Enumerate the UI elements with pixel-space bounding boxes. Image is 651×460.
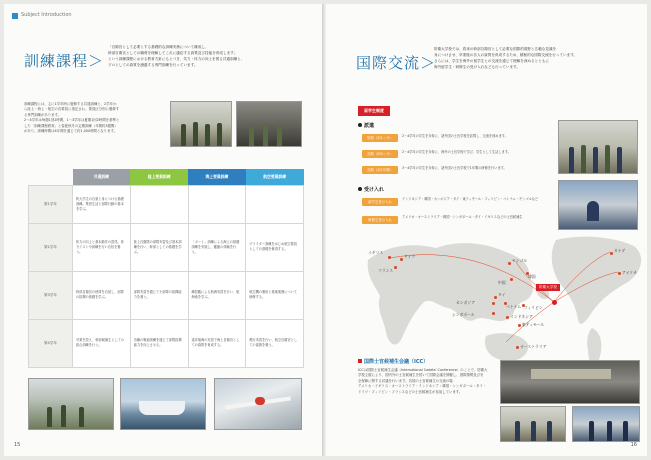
map-label: ドイツ <box>404 254 416 259</box>
map-dot <box>506 316 509 319</box>
world-map <box>366 232 647 374</box>
table-header: 航空要員訓練 <box>246 169 304 185</box>
figure <box>249 126 254 146</box>
table-cell <box>188 185 246 223</box>
table-cell: 卒業を控え、幹部候補生としての総合訓練を行う。 <box>73 319 131 367</box>
ship-shape <box>139 401 185 415</box>
map-label: オーストラリア <box>520 344 547 349</box>
map-label: モンゴル <box>512 258 528 263</box>
figure <box>589 421 594 441</box>
table-cell: 幹部自衛官の使命を自覚し、部隊の指揮の基礎を学ぶ。 <box>73 271 131 319</box>
accept-heading-text: 受け入れ <box>364 187 385 193</box>
icc-line: ドイツ・フィリピン・フランスなどの士官候補生が参加しています。 <box>358 389 463 394</box>
table-row <box>29 185 304 223</box>
figure <box>623 421 628 441</box>
body-line: した「訓練課程教育」と春夏秋冬の定期訓練（年間約3週間） <box>24 123 118 128</box>
map-label: イギリス <box>368 250 384 255</box>
map-label: 東ティモール <box>522 322 545 327</box>
map-dot <box>518 324 521 327</box>
dispatch-heading <box>358 122 374 129</box>
left-page <box>4 4 322 456</box>
icc-group-photo-1 <box>500 406 566 442</box>
figure <box>193 122 198 146</box>
table-cell: 航空機の運用と基地業務について研修する。 <box>246 271 304 319</box>
map-label: アメリカ <box>622 270 637 275</box>
page-title-training: 訓練課程＞ <box>24 52 105 70</box>
table-cell: 各種の戦術訓練を通じて部隊指揮能力を向上させる。 <box>130 319 188 367</box>
figure <box>277 126 282 146</box>
glider-training-photo <box>214 378 302 430</box>
icc-line: 全保障に関する討議を行います。各国の士官候補生の交流の場 <box>358 378 453 383</box>
figure <box>515 421 520 441</box>
accept-desc: アメリカ・オーストラリア・韓国・シンガポール・タイ・イギリスなどの士官候補生 <box>402 215 523 219</box>
map-dot <box>394 266 397 269</box>
classroom-photo <box>558 180 638 230</box>
accept-pill: 留学生受け入れ <box>362 198 398 206</box>
intro-line: 防衛大学校では、将来の幹部自衛官として必要な国際的視野と広範な見識を <box>434 47 557 51</box>
icc-group-photo-2 <box>572 406 640 442</box>
map-label: カナダ <box>614 248 626 253</box>
training-body <box>24 102 162 134</box>
section-tag: Subject Introduction <box>21 12 72 18</box>
figure <box>593 147 598 173</box>
figure <box>547 421 552 441</box>
body-line: 訓練課程には、主に1学年時に履修する共通訓練と、2学年か <box>24 102 117 106</box>
table-row <box>29 319 304 367</box>
academy-dot <box>552 300 557 305</box>
icc-line: ICCは国際士官候補生会議（International Cadets' Conference）のことで、防衛大 <box>358 368 488 372</box>
map-dot <box>388 256 391 259</box>
intro-line: 幹部自衛官としての職責を理解してこれに適応する資質及び技能を育成します」 <box>108 51 238 55</box>
body-line: があり、訓練時間は4年間を通じて約1,000時間となります。 <box>24 129 117 134</box>
figure <box>79 407 84 427</box>
map-dot <box>610 252 613 255</box>
page-title-exchange: 国際交流＞ <box>356 54 437 72</box>
intro-line: 海外留学生・研修生の受け入れなども行っています。 <box>434 65 520 69</box>
icc-conference-photo <box>500 360 640 404</box>
dispatch-pill: 短期（約1ヶ月） <box>362 134 398 142</box>
table-row <box>29 223 304 271</box>
dispatch-desc: 2～4学年の学生を対象に、諸外国の士官学校を訪問し、交流を深めます。 <box>402 134 508 138</box>
figure <box>581 145 586 173</box>
map-label: カンボジア <box>456 300 475 305</box>
map-dot <box>516 346 519 349</box>
map-dot <box>510 278 513 281</box>
training-intro <box>108 44 313 68</box>
accept-heading <box>358 186 384 193</box>
section-tag-marker <box>12 13 18 19</box>
icc-heading <box>358 358 428 365</box>
table-cell <box>130 185 188 223</box>
cadets-photo <box>170 101 232 147</box>
icc-line: アメリカ・イギリス・オーストラリア・インドネシア・韓国・シンガポール・タイ・ <box>358 384 487 389</box>
dispatch-desc: 2～4学年の学生を対象に、海外の士官学校で学び、学生として生活します。 <box>402 150 511 154</box>
table-cell: 練習艦による航海実習を行い、航海術を学ぶ。 <box>188 271 246 319</box>
icc-heading-text: 国際士官候補生会議（ICC） <box>364 359 429 365</box>
stage-banner <box>531 369 611 379</box>
map-label: シンガポール <box>452 312 475 317</box>
table-row-label: 第1学年 <box>29 185 73 223</box>
intro-line: 身につけさせ、卒業後の各人の資質を育成するため、積極的な国際交流を行っています。 <box>434 53 578 57</box>
map-label: タイ <box>498 292 506 297</box>
figure <box>587 201 599 221</box>
figure <box>61 405 66 427</box>
exchange-intro <box>434 46 639 70</box>
table-row-label: 第2学年 <box>29 223 73 271</box>
table-cell: 体力の向上と基本動作の習得。体力テストや訓練を行い自信を養う。 <box>73 223 131 271</box>
body-line: る専門訓練があります。 <box>24 112 62 117</box>
intro-line: という訓練課程における教育方針にもとづき、気力・体力の向上を図る共通訓練と、 <box>108 57 245 61</box>
dispatch-desc: 3～4学年の学生を対象に、諸外国の士官学校で1年間の研修を行います。 <box>402 166 507 170</box>
intro-line: さらには、学生を海外の留学生との交流を通じて理解を深めるとともに <box>434 59 549 63</box>
square-bullet-icon <box>358 359 362 363</box>
figure <box>217 123 222 146</box>
canopy-shape <box>255 397 265 405</box>
ship-training-photo <box>120 378 206 430</box>
map-label: インドネシア <box>510 314 533 319</box>
table-row <box>29 271 304 319</box>
body-line: ら陸上・海上・航空の各要員に指定され、要員区分別に履修す <box>24 107 120 112</box>
figure <box>605 145 610 173</box>
figure <box>607 421 612 441</box>
right-page <box>326 4 647 456</box>
hall-photo <box>236 101 302 147</box>
bullet-icon <box>358 187 362 191</box>
map-dot <box>400 258 403 261</box>
body-line: 2～4学年は毎週1回2時間、1～3学年は夏期1回2時間を基準と <box>24 118 120 123</box>
bullet-icon <box>358 123 362 127</box>
map-dot <box>508 262 511 265</box>
figure <box>205 124 210 146</box>
table-cell: 防大学生の自覚と身につける基礎訓練。集団生活と部隊行動の基本を学ぶ。 <box>73 185 131 223</box>
map-dot <box>492 312 495 315</box>
table-cell: 遠洋航海の実習で海上自衛官としての資質を育成する。 <box>188 319 246 367</box>
table-header: 海上要員訓練 <box>188 169 246 185</box>
academy-label: 防衛大学校 <box>536 284 560 291</box>
table-cell: グライダー訓練をはじめ航空要員としての基礎を修得する。 <box>246 223 304 271</box>
map-label: フィリピン <box>524 305 543 310</box>
map-label: ベトナム <box>506 304 521 309</box>
field-training-photo <box>28 378 114 430</box>
table-cell: 陸上自衛隊の部隊実習及び基本訓練を行い、幹部としての基礎を学ぶ。 <box>130 223 188 271</box>
training-table <box>28 169 304 368</box>
dispatch-pill: 長期（約4ヶ月） <box>362 150 398 158</box>
table-header: 陸上要員訓練 <box>130 169 188 185</box>
page-number-left: 15 <box>14 442 21 448</box>
icc-line: 学校主催により、国内外の士官候補生を招いて国際会議を開催し、国際情勢及び安 <box>358 373 484 378</box>
map-label: 中国 <box>498 280 506 285</box>
accept-pill: 研修生受け入れ <box>362 216 398 224</box>
map-dot <box>492 302 495 305</box>
table-row-label: 第4学年 <box>29 319 73 367</box>
icc-body <box>358 368 492 395</box>
page-number-right: 16 <box>630 442 637 448</box>
dispatch-heading-text: 派遣 <box>364 123 375 129</box>
figure <box>569 147 574 173</box>
table-row-label: 第3学年 <box>29 271 73 319</box>
table-cell: 飛行実習を行い、航空自衛官としての素養を養う。 <box>246 319 304 367</box>
table-cell: 部隊実習を通じて小部隊の指揮能力を養う。 <box>130 271 188 319</box>
table-header <box>29 169 73 185</box>
dispatch-pill: 長期（約1年間） <box>362 166 398 174</box>
exchange-group-photo <box>558 120 638 174</box>
map-dot <box>494 296 497 299</box>
accept-desc: インドネシア・韓国・カンボジア・タイ・東ティモール・フィリピン・ベトナム・モンゴルなど <box>402 197 539 201</box>
figure <box>263 124 268 146</box>
map-label: 韓国 <box>528 274 536 279</box>
intro-line: プロとしての資質を涵養する専門訓練を行っています。 <box>108 63 198 67</box>
figure <box>617 147 622 173</box>
table-cell <box>246 185 304 223</box>
map-label: フランス <box>378 268 394 273</box>
map-dot <box>618 272 621 275</box>
figure <box>181 124 186 146</box>
table-cell: 「ボート」訓練による海上の基礎訓練を実施し、艦艇の体験を行う。 <box>188 223 246 271</box>
intro-line: 「自衛官として必要とする基礎的な訓練実務について練成し、 <box>108 45 209 49</box>
figure <box>531 421 536 441</box>
table-header: 共通訓練 <box>73 169 131 185</box>
figure <box>47 407 52 427</box>
study-abroad-badge: 留学生制度 <box>358 106 390 116</box>
